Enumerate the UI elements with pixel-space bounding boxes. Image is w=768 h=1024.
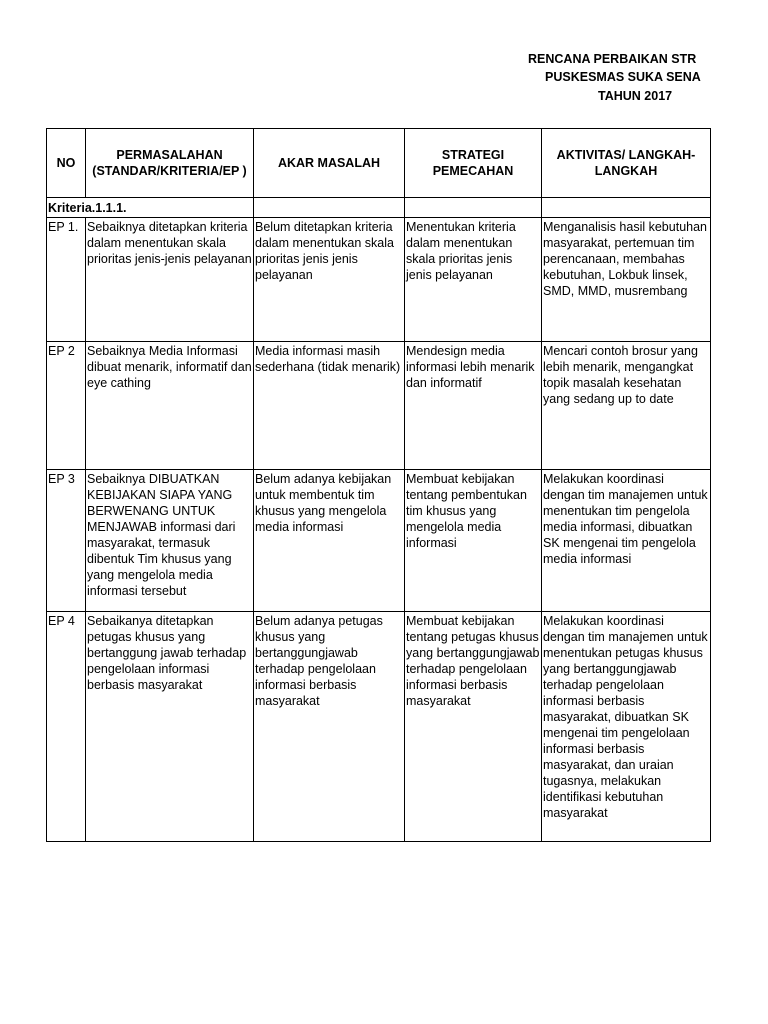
- column-header-strategi: STRATEGI PEMECAHAN: [405, 129, 542, 198]
- column-header-permasalahan: PERMASALAHAN (STANDAR/KRITERIA/EP ): [86, 129, 254, 198]
- column-header-no: NO: [47, 129, 86, 198]
- document-title: [0, 50, 768, 110]
- cell-permasalahan: Sebaikanya ditetapkan petugas khusus yang bertanggung jawab terhadap pengelolaan informasi berbasis masyarakat: [86, 612, 254, 842]
- cell-akar-masalah: Media informasi masih sederhana (tidak menarik): [254, 342, 405, 470]
- column-header-aktivitas: AKTIVITAS/ LANGKAH-LANGKAH: [542, 129, 711, 198]
- cell-aktivitas: Melakukan koordinasi dengan tim manajemen untuk menentukan petugas khusus yang bertanggungjawab terhadap pengelolaan informasi berbasis masyarakat, dibuatkan SK mengenai tim pengelolaan informasi berbasis masyarakat, dan uraian tugasnya, melakukan identifikasi kebutuhan masyarakat: [542, 612, 711, 842]
- title-line-year: TAHUN 2017: [598, 89, 673, 103]
- cell-permasalahan: Sebaiknya Media Informasi dibuat menarik, informatif dan eye cathing: [86, 342, 254, 470]
- cell-no: EP 2: [47, 342, 86, 470]
- cell-no: EP 1.: [47, 218, 86, 342]
- cell-strategi: Membuat kebijakan tentang pembentukan tim khusus yang mengelola media informasi: [405, 470, 542, 612]
- table-row: [47, 470, 711, 612]
- cell-no: EP 3: [47, 470, 86, 612]
- cell-strategi: Membuat kebijakan tentang petugas khusus yang bertanggungjawab terhadap pengelolaan informasi berbasis masyarakat: [405, 612, 542, 842]
- improvement-plan-table: [46, 128, 711, 842]
- table-row: [47, 612, 711, 842]
- table-row: [47, 342, 711, 470]
- cell-aktivitas: Menganalisis hasil kebutuhan masyarakat, pertemuan tim perencanaan, membahas kebutuhan, Lokbuk linsek, SMD, MMD, musrembang: [542, 218, 711, 342]
- cell-strategi: Menentukan kriteria dalam menentukan skala prioritas jenis jenis pelayanan: [405, 218, 542, 342]
- title-line-plan: RENCANA PERBAIKAN STR: [528, 52, 697, 66]
- title-line-puskesmas: PUSKESMAS SUKA SENA: [545, 70, 701, 84]
- cell-aktivitas: Mencari contoh brosur yang lebih menarik, mengangkat topik masalah kesehatan yang sedang up to date: [542, 342, 711, 470]
- empty-cell: [405, 198, 542, 218]
- cell-aktivitas: Melakukan koordinasi dengan tim manajemen untuk menentukan tim pengelola media informasi, dibuatkan SK mengenai tim pengelola media informasi: [542, 470, 711, 612]
- criteria-label: Kriteria.1.1.1.: [47, 198, 254, 218]
- cell-permasalahan: Sebaiknya DIBUATKAN KEBIJAKAN SIAPA YANG BERWENANG UNTUK MENJAWAB informasi dari masyarakat, termasuk dibentuk Tim khusus yang yang mengelola media informasi tersebut: [86, 470, 254, 612]
- empty-cell: [254, 198, 405, 218]
- cell-akar-masalah: Belum adanya petugas khusus yang bertanggungjawab terhadap pengelolaan informasi berbasis masyarakat: [254, 612, 405, 842]
- criteria-row: [47, 198, 711, 218]
- column-header-akar-masalah: AKAR MASALAH: [254, 129, 405, 198]
- cell-permasalahan: Sebaiknya ditetapkan kriteria dalam menentukan skala prioritas jenis-jenis pelayanan: [86, 218, 254, 342]
- table-row: [47, 218, 711, 342]
- cell-strategi: Mendesign media informasi lebih menarik dan informatif: [405, 342, 542, 470]
- cell-akar-masalah: Belum ditetapkan kriteria dalam menentukan skala prioritas jenis jenis pelayanan: [254, 218, 405, 342]
- cell-no: EP 4: [47, 612, 86, 842]
- table-header-row: [47, 129, 711, 198]
- empty-cell: [542, 198, 711, 218]
- cell-akar-masalah: Belum adanya kebijakan untuk membentuk tim khusus yang mengelola media informasi: [254, 470, 405, 612]
